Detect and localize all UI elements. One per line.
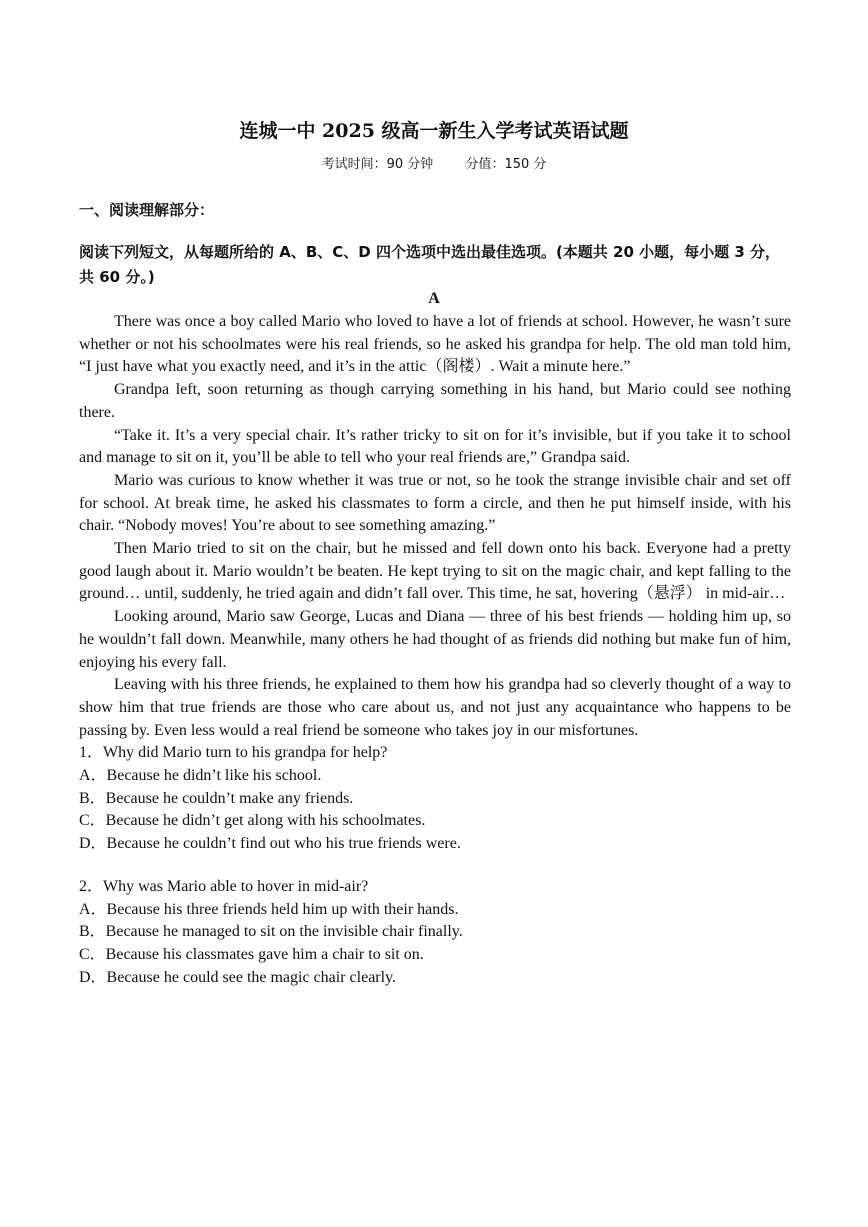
- exam-time: 考试时间：90 分钟: [321, 157, 434, 172]
- answer-option: C．Because his classmates gave him a chair to sit on.: [79, 945, 424, 963]
- passage-body: [79, 311, 791, 989]
- answer-option: B．Because he managed to sit on the invisible chair finally.: [79, 923, 463, 941]
- passage-paragraph: Mario was curious to know whether it was true or not, so he took the strange invisible chair and set off for school. At break time, he asked his classmates to form a circle, and then he put himself inside, with his chair. “Nobody moves! You’re about to see something amazing.”: [79, 471, 791, 535]
- question-stem: 2．Why was Mario able to hover in mid-air?: [79, 877, 369, 895]
- section-heading: 一、阅读理解部分：: [79, 201, 215, 219]
- passage-paragraph: Grandpa left, soon returning as though carrying something in his hand, but Mario could see nothing there.: [79, 381, 791, 421]
- exam-score: 分值：150 分: [465, 157, 547, 172]
- answer-option: D．Because he couldn’t find out who his true friends were.: [79, 835, 461, 853]
- exam-title: 连城一中 2025 级高一新生入学考试英语试题: [239, 120, 629, 142]
- spacer: [79, 856, 791, 876]
- answer-option: C．Because he didn’t get along with his schoolmates.: [79, 812, 426, 830]
- answer-option: A．Because he didn’t like his school.: [79, 767, 322, 785]
- passage-paragraph: Looking around, Mario saw George, Lucas and Diana — three of his best friends — holding him up, so he wouldn’t fall down. Meanwhile, many others he had thought of as friends did nothing but make fun of him, enjoying his every fall.: [79, 608, 791, 671]
- passage-label: A: [428, 290, 440, 307]
- passage-paragraph: Then Mario tried to sit on the chair, but he missed and fell down onto his back. Everyone had a pretty good laugh about it. Mario wouldn’t be beaten. He kept trying to sit on the magic chair, and kept falling to the ground… until, suddenly, he tried again and didn’t fall over. This time, he sat, hovering（悬浮） in mid-air…: [79, 540, 791, 603]
- exam-info: [0, 153, 868, 172]
- answer-option: A．Because his three friends held him up with their hands.: [79, 900, 459, 918]
- section-instruction: 阅读下列短文，从每题所给的 A、B、C、D 四个选项中选出最佳选项。(本题共 20 小题，每小题 3 分，共 60 分。): [79, 243, 781, 286]
- question-stem: 1．Why did Mario turn to his grandpa for help?: [79, 744, 388, 762]
- question-2: [79, 876, 791, 990]
- passage-paragraph: “Take it. It’s a very special chair. It’s rather tricky to sit on for it’s invisible, but if you take it to school and manage to sit on it, you’ll be able to tell who your real friends are,” Grandpa said.: [79, 426, 791, 467]
- answer-option: D．Because he could see the magic chair clearly.: [79, 968, 397, 986]
- passage-paragraph: There was once a boy called Mario who loved to have a lot of friends at school. However, he wasn’t sure whether or not his schoolmates were his real friends, so he asked his grandpa for help. The old man told him, “I just have what you exactly need, and it’s in the attic（阁楼）. Wait a minute here.”: [79, 313, 791, 376]
- answer-option: B．Because he couldn’t make any friends.: [79, 789, 354, 807]
- passage-paragraph: Leaving with his three friends, he explained to them how his grandpa had so cleverly thought of a way to show him that true friends are those who care about us, and not just any acquaintance who happens to be passing by. Even less would a real friend be someone who takes joy in our misfortunes.: [79, 676, 791, 739]
- question-1: [79, 742, 791, 856]
